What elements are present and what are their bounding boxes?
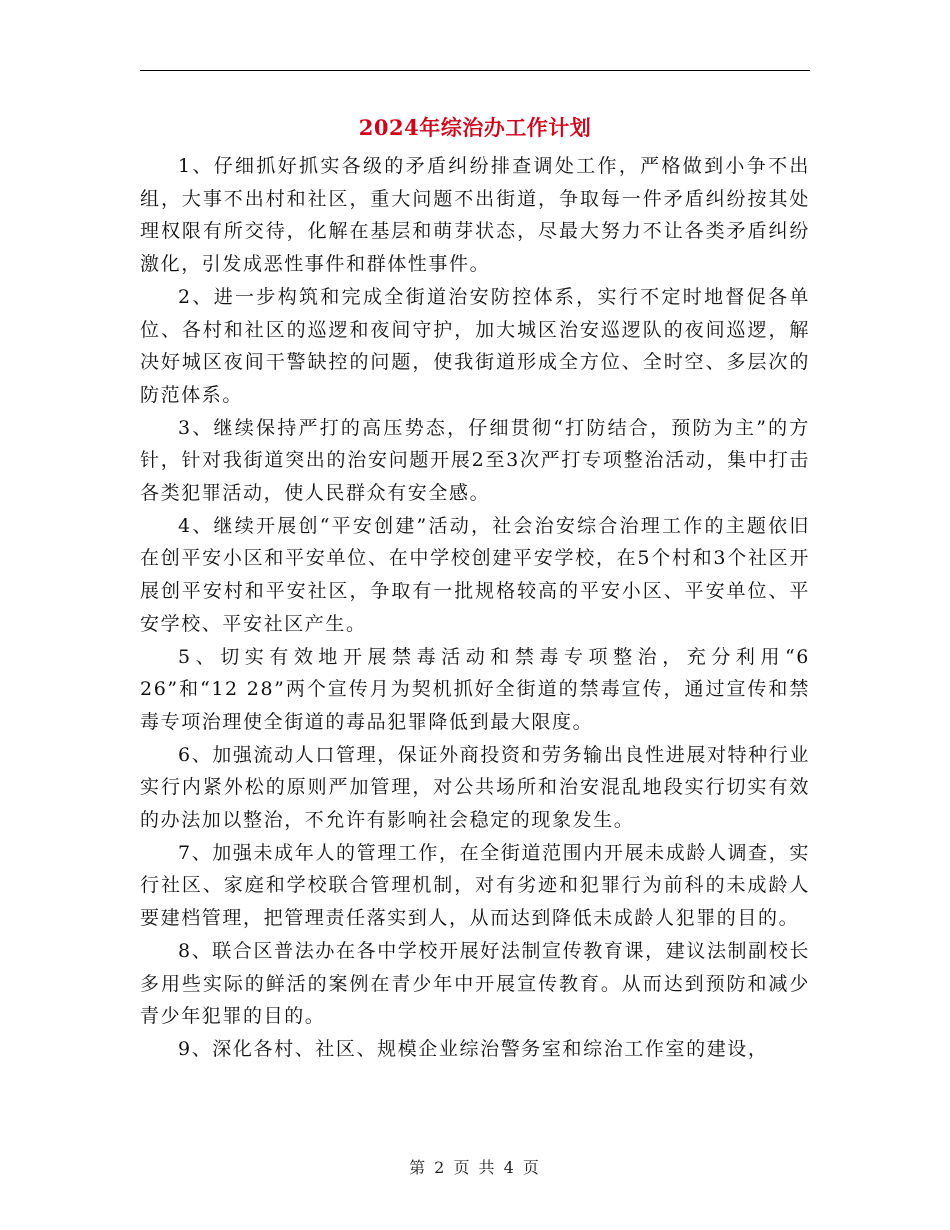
paragraph-3: 3、继续保持严打的高压势态，仔细贯彻“打防结合，预防为主”的方针，针对我街道突出的治安问题开展2至3次严打专项整治活动，集中打击各类犯罪活动，使人民群众有安全感。 xyxy=(140,416,810,505)
page-number-footer: 第 2 页 共 4 页 xyxy=(409,1158,541,1177)
paragraph-7: 7、加强未成年人的管理工作，在全街道范围内开展未成龄人调查，实行社区、家庭和学校联合管理机制，对有劣迹和犯罪行为前科的未成龄人要建档管理，把管理责任落实到人，从而达到降低未成龄人犯罪的目的。 xyxy=(140,841,810,930)
paragraph-6: 6、加强流动人口管理，保证外商投资和劳务输出良性进展对特种行业实行内紧外松的原则严加管理，对公共场所和治安混乱地段实行切实有效的办法加以整治，不允许有影响社会稳定的现象发生。 xyxy=(140,743,810,832)
document-body xyxy=(140,150,810,1066)
paragraph-5: 5、切实有效地开展禁毒活动和禁毒专项整治，充分利用“6 26”和“12 28”两个宣传月为契机抓好全街道的禁毒宣传，通过宣传和禁毒专项治理使全街道的毒品犯罪降低到最大限度。 xyxy=(140,645,810,733)
paragraph-9: 9、深化各村、社区、规模企业综治警务室和综治工作室的建设， xyxy=(178,1037,769,1060)
header-rule xyxy=(140,70,810,71)
paragraph-1: 1、仔细抓好抓实各级的矛盾纠纷排查调处工作，严格做到小争不出组，大事不出村和社区，重大问题不出街道，争取每一件矛盾纠纷按其处理权限有所交待，化解在基层和萌芽状态，尽最大努力不让各类矛盾纠纷激化，引发成恶性事件和群体性事件。 xyxy=(140,155,810,276)
paragraph-2: 2、进一步构筑和完成全街道治安防控体系，实行不定时地督促各单位、各村和社区的巡逻和夜间守护，加大城区治安巡逻队的夜间巡逻，解决好城区夜间干警缺控的问题，使我街道形成全方位、全时空、多层次的防范体系。 xyxy=(140,285,810,406)
document-title: 2024年综治办工作计划 xyxy=(358,115,592,140)
paragraph-8: 8、联合区普法办在各中学校开展好法制宣传教育课，建议法制副校长多用些实际的鲜活的案例在青少年中开展宣传教育。从而达到预防和减少青少年犯罪的目的。 xyxy=(140,939,810,1028)
paragraph-4: 4、继续开展创“平安创建”活动，社会治安综合治理工作的主题依旧在创平安小区和平安单位、在中学校创建平安学校，在5个村和3个社区开展创平安村和平安社区，争取有一批规格较高的平安小区、平安单位、平安学校、平安社区产生。 xyxy=(140,514,810,635)
